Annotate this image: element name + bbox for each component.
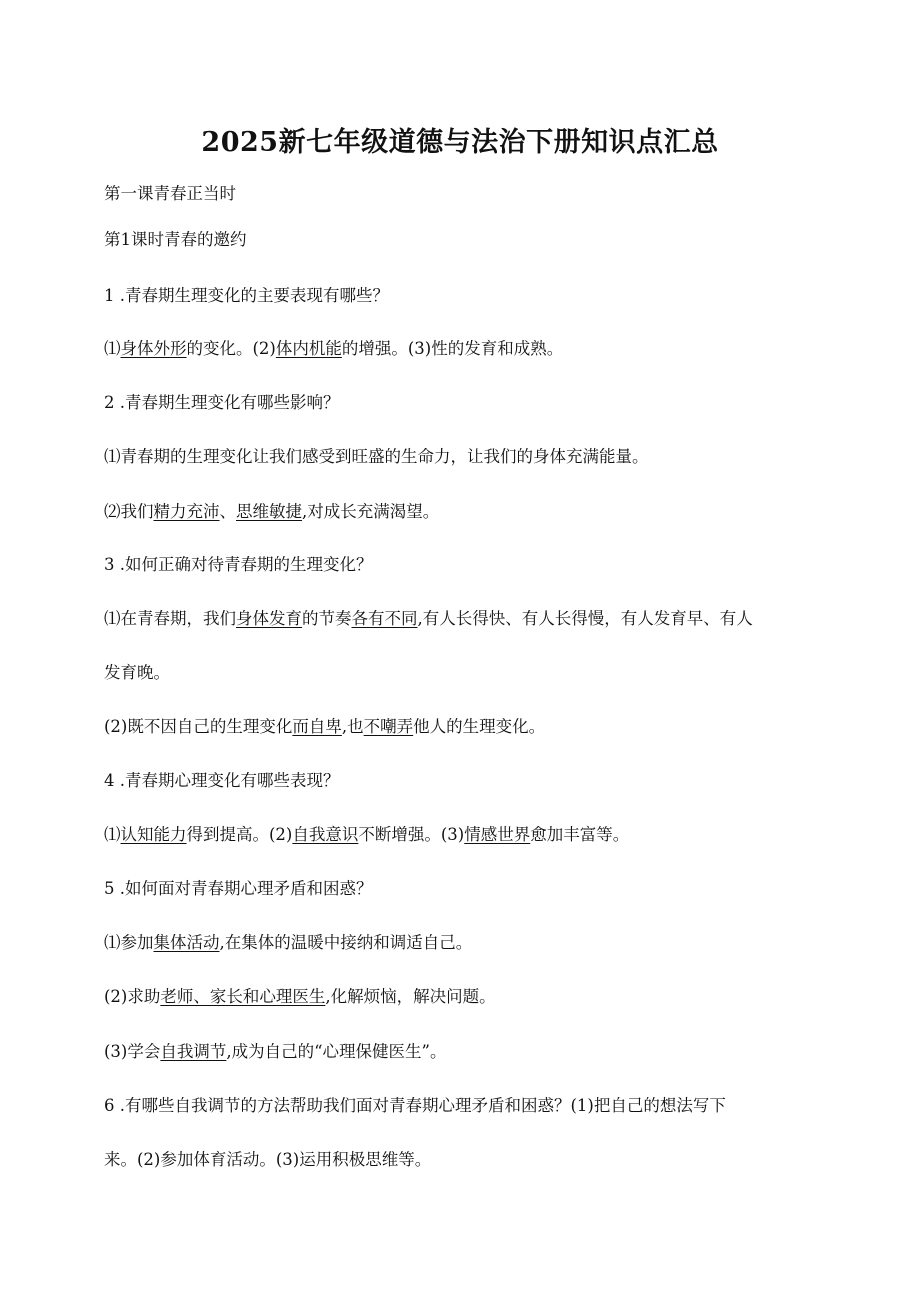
answer-text: (2)既不因自己的生理变化 xyxy=(104,717,293,736)
key-term: 身体外形 xyxy=(120,339,187,358)
question-2: 2 .青春期生理变化有哪些影响？ xyxy=(104,393,340,412)
answer-text: ,对成长充满渴望。 xyxy=(302,502,440,521)
answer-3-1-continued: 发育晚。 xyxy=(104,663,170,682)
answer-text: (2)求助 xyxy=(104,987,161,1006)
answer-text: 、 xyxy=(219,502,236,521)
document-title: 2025新七年级道德与法治下册知识点汇总 xyxy=(201,127,719,158)
key-term: 身体发育 xyxy=(236,609,302,628)
answer-text: ⑴ xyxy=(104,339,121,358)
answer-5-2 xyxy=(104,970,836,1024)
answer-text: ,在集体的温暖中接纳和调适自己。 xyxy=(219,933,473,952)
lesson-heading: 第一课青春正当时 xyxy=(104,184,236,203)
question-1: 1 .青春期生理变化的主要表现有哪些？ xyxy=(104,286,389,305)
key-term: 认知能力 xyxy=(120,825,187,844)
answer-text: 愈加丰富等。 xyxy=(530,825,630,844)
question-6: 6 .有哪些自我调节的方法帮助我们面对青春期心理矛盾和困惑？(1)把自己的想法写下 xyxy=(104,1096,726,1115)
answer-1 xyxy=(104,322,836,376)
answer-3-1 xyxy=(104,592,836,646)
answer-text: ,有人长得快、有人长得慢，有人发育早、有人 xyxy=(417,609,753,628)
answer-text: ⑴ xyxy=(104,825,121,844)
key-term: 体内机能 xyxy=(275,339,342,358)
key-term: 自我意识 xyxy=(292,825,359,844)
answer-2-1: ⑴青春期的生理变化让我们感受到旺盛的生命力，让我们的身体充满能量。 xyxy=(104,447,649,466)
key-term: 思维敏捷 xyxy=(236,502,302,521)
question-5: 5 .如何面对青春期心理矛盾和困惑？ xyxy=(104,879,373,898)
question-3: 3 .如何正确对待青春期的生理变化？ xyxy=(104,555,373,574)
answer-5-1 xyxy=(104,916,836,970)
answer-text: 的增强。(3)性的发育和成熟。 xyxy=(341,339,564,358)
question-6-continued: 来。(2)参加体育活动。(3)运用积极思维等。 xyxy=(104,1150,432,1169)
key-term: 情感世界 xyxy=(464,825,531,844)
answer-text: 的节奏 xyxy=(302,609,352,628)
answer-text: ,化解烦恼，解决问题。 xyxy=(325,987,496,1006)
question-4: 4 .青春期心理变化有哪些表现？ xyxy=(104,771,340,790)
answer-4 xyxy=(104,808,836,862)
key-term: 精力充沛 xyxy=(153,502,220,521)
key-term: 集体活动 xyxy=(153,933,220,952)
answer-text: 得到提高。(2) xyxy=(186,825,293,844)
answer-text: 不断增强。(3) xyxy=(358,825,465,844)
key-term: 不嘲弄 xyxy=(363,717,414,736)
answer-text: ⑵我们 xyxy=(104,502,154,521)
key-term: 自我调节 xyxy=(160,1042,227,1061)
answer-text: ,成为自己的“心理保健医生”。 xyxy=(226,1042,447,1061)
answer-text: 的变化。(2) xyxy=(186,339,276,358)
key-term: 而自卑 xyxy=(292,717,342,736)
key-term: 老师、家长和心理医生 xyxy=(160,987,326,1006)
answer-text: ,也 xyxy=(341,717,364,736)
answer-3-2 xyxy=(104,700,836,754)
answer-5-3 xyxy=(104,1025,836,1079)
answer-text: ⑴在青春期，我们 xyxy=(104,609,236,628)
key-term: 各有不同 xyxy=(351,609,418,628)
section-heading: 第1课时青春的邀约 xyxy=(104,230,247,249)
answer-text: 他人的生理变化。 xyxy=(413,717,546,736)
answer-text: ⑴参加 xyxy=(104,933,154,952)
answer-text: (3)学会 xyxy=(104,1042,161,1061)
answer-2-2 xyxy=(104,485,836,539)
